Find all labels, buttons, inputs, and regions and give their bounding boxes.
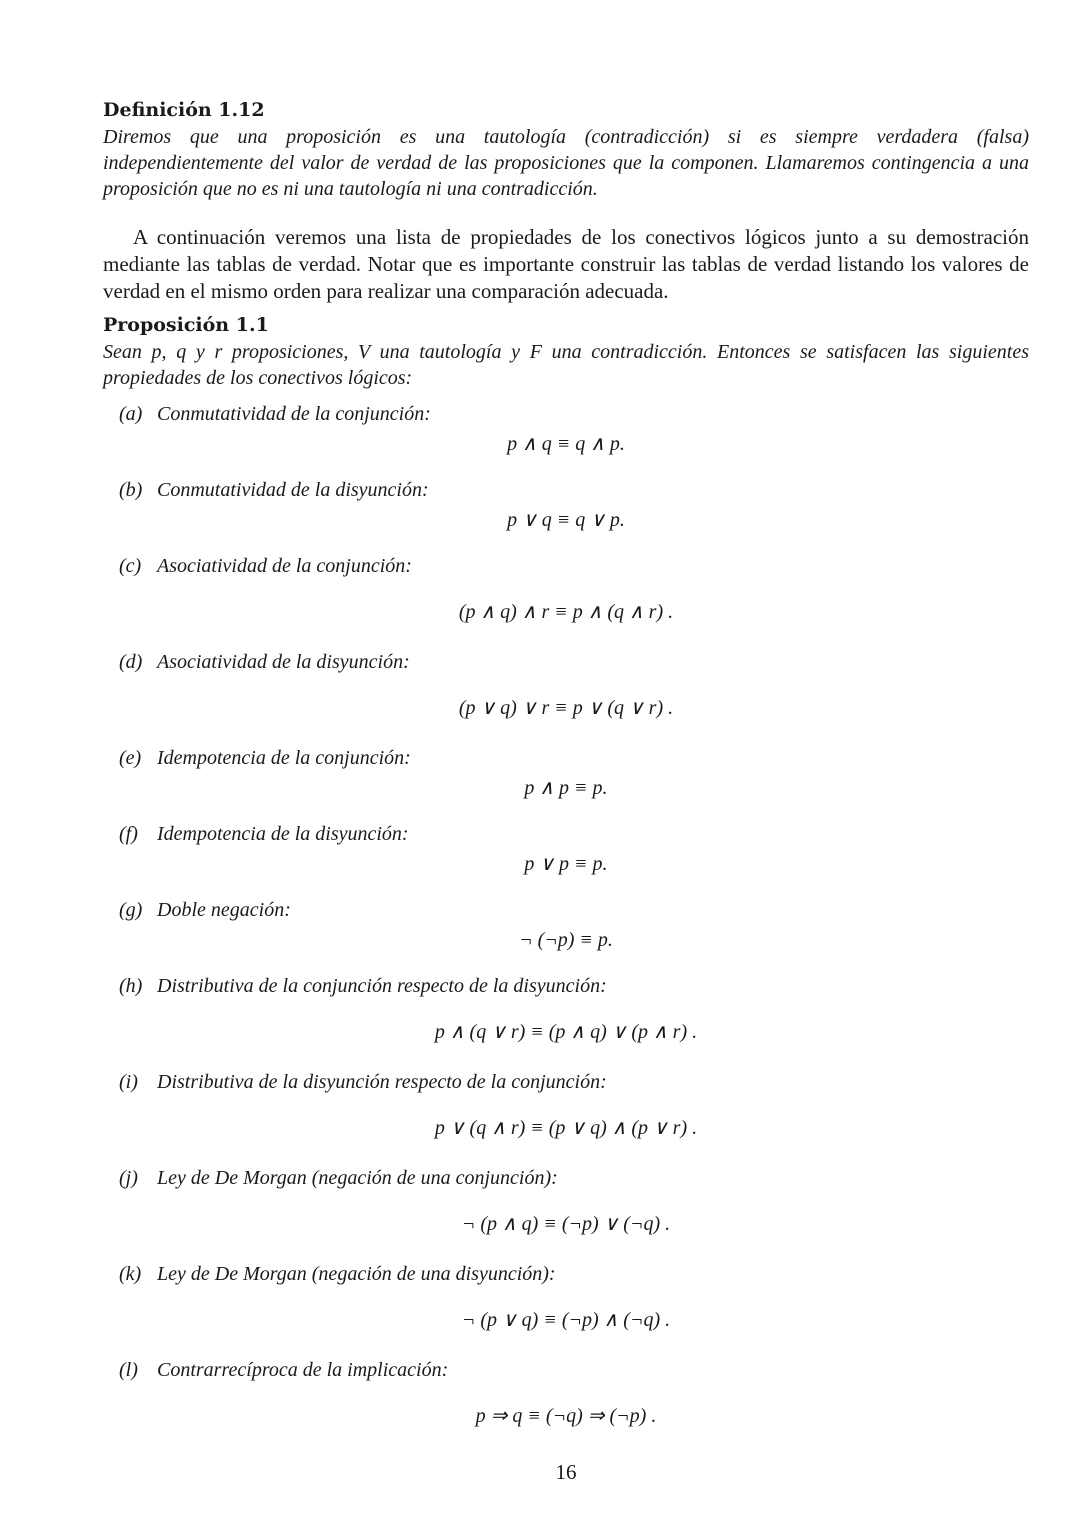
item-formula: (p ∨ q) ∨ r ≡ p ∨ (q ∨ r) . [458,697,674,719]
item-letter: (c) [119,555,142,577]
item-formula: p ∧ q ≡ q ∧ p. [507,433,625,455]
definition-text: Diremos que una proposición es una tautología (contradicción) si es siempre verdadera (falsa) independientemente del valor de verdad de las proposiciones que la componen. Llamaremos contingencia a una proposición que no es ni una tautología ni una contradicción. [103,126,1029,200]
property-item-g [103,897,1029,953]
proposition-heading: Proposición 1.1 [103,314,269,336]
item-formula: p ⇒ q ≡ (¬q) ⇒ (¬p) . [475,1405,657,1427]
item-label: Idempotencia de la conjunción: [157,747,411,769]
item-label: Conmutatividad de la conjunción: [157,403,431,425]
property-item-f [103,821,1029,877]
item-letter: (k) [119,1263,142,1285]
item-label: Distributiva de la conjunción respecto de la disyunción: [157,975,607,997]
property-item-a [103,401,1029,457]
definition-heading: Definición 1.12 [103,99,265,121]
item-formula: p ∧ (q ∨ r) ≡ (p ∧ q) ∨ (p ∧ r) . [434,1021,698,1043]
item-label: Ley de De Morgan (negación de una disyunción): [157,1263,556,1285]
item-formula: p ∧ p ≡ p. [524,777,608,799]
item-letter: (a) [119,403,143,425]
item-formula: ¬ (p ∨ q) ≡ (¬p) ∧ (¬q) . [461,1309,671,1331]
property-item-e [103,745,1029,801]
item-label: Contrarrecíproca de la implicación: [157,1359,449,1381]
item-label: Doble negación: [157,899,291,921]
item-formula: p ∨ (q ∧ r) ≡ (p ∨ q) ∧ (p ∨ r) . [434,1117,698,1139]
item-letter: (i) [119,1071,138,1093]
item-letter: (h) [119,975,143,997]
item-label: Asociatividad de la disyunción: [157,651,410,673]
item-letter: (l) [119,1359,138,1381]
property-list [103,401,1029,1429]
property-item-h [103,973,1029,1045]
item-letter: (b) [119,479,143,501]
item-letter: (e) [119,747,142,769]
item-formula: ¬ (¬p) ≡ p. [519,929,613,951]
proposition-text: Sean p, q y r proposiciones, V una tautología y F una contradicción. Entonces se satisfacen las siguientes propiedades de los conectivos lógicos: [103,341,1029,389]
item-label: Conmutatividad de la disyunción: [157,479,429,501]
property-item-l [103,1357,1029,1429]
property-item-k [103,1261,1029,1333]
item-letter: (f) [119,823,138,845]
property-item-d [103,649,1029,721]
item-label: Distributiva de la disyunción respecto de la conjunción: [157,1071,607,1093]
item-label: Idempotencia de la disyunción: [157,823,409,845]
item-formula: ¬ (p ∧ q) ≡ (¬p) ∨ (¬q) . [461,1213,671,1235]
item-label: Ley de De Morgan (negación de una conjunción): [157,1167,558,1189]
property-item-b [103,477,1029,533]
item-letter: (j) [119,1167,138,1189]
page-content [103,96,1029,1453]
property-item-c [103,553,1029,625]
item-formula: (p ∧ q) ∧ r ≡ p ∧ (q ∧ r) . [458,601,674,623]
item-formula: p ∨ q ≡ q ∨ p. [507,509,625,531]
intro-paragraph: A continuación veremos una lista de propiedades de los conectivos lógicos junto a su demostración mediante las tablas de verdad. Notar que es importante construir las tablas de verdad listando los valores de verdad en el mismo orden para realizar una comparación adecuada. [103,225,1029,303]
item-formula: p ∨ p ≡ p. [524,853,608,875]
item-letter: (g) [119,899,143,921]
property-item-i [103,1069,1029,1141]
item-letter: (d) [119,651,143,673]
property-item-j [103,1165,1029,1237]
page-number: 16 [555,1460,577,1484]
item-label: Asociatividad de la conjunción: [157,555,412,577]
